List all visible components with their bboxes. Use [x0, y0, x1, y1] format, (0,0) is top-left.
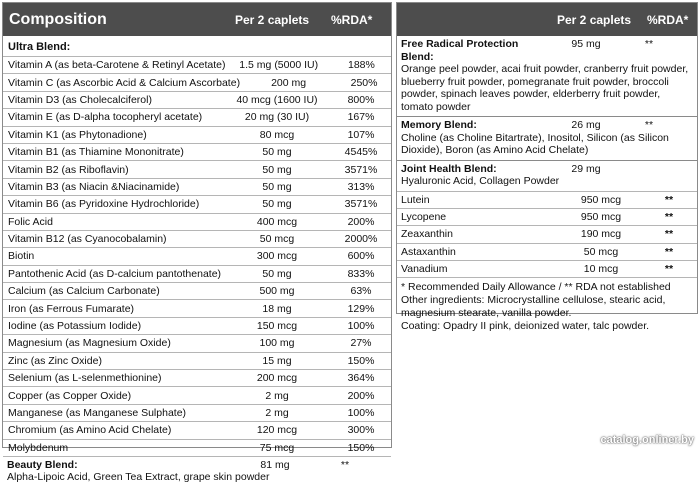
carotenoid-rows [397, 192, 697, 279]
ingredient-amount: 50 mg [262, 146, 292, 159]
ingredient-amount: 50 mg [262, 180, 292, 193]
ingredient-amount: 100 mg [259, 337, 295, 350]
ingredient-rda: ** [664, 263, 674, 276]
table-row [3, 248, 391, 265]
footnotes [397, 278, 697, 335]
beauty-blend-name: Beauty Blend: [7, 458, 78, 471]
other-ingredients: Other ingredients: Microcrystalline cellulose, stearic acid, magnesium stearate, vanilla powder. [401, 294, 666, 319]
rda-footnote: * Recommended Daily Allowance / ** RDA not established [401, 281, 671, 294]
ingredient-amount: 190 mcg [580, 228, 622, 241]
ingredient-name: Folic Acid [8, 215, 53, 228]
memory-name: Memory Blend: [401, 119, 477, 131]
ingredient-rda: 188% [348, 59, 375, 72]
ingredient-name: Vitamin B12 (as Cyanocobalamin) [8, 233, 167, 246]
ingredient-amount: 80 mcg [259, 128, 295, 141]
ingredient-rda: 200% [347, 389, 375, 402]
ingredient-rda: 364% [347, 372, 375, 385]
table-row [3, 92, 391, 109]
memory-head [401, 119, 693, 132]
ingredient-rda: 150% [347, 354, 375, 367]
table-row [397, 226, 697, 243]
free-radical-rda: ** [644, 38, 654, 50]
ingredient-rda: 3571% [344, 163, 378, 176]
free-radical-head [401, 38, 693, 63]
table-row [3, 231, 391, 248]
table-row [3, 422, 391, 439]
table-row [3, 300, 391, 317]
ingredient-name: Vitamin D3 (as Cholecalciferol) [8, 93, 152, 106]
right-per-caplets-header: Per 2 caplets [557, 12, 632, 27]
ingredient-name: Vitamin B1 (as Thiamine Mononitrate) [8, 146, 184, 159]
ingredient-name: Vitamin K1 (as Phytonadione) [8, 128, 147, 141]
composition-panel-right [396, 2, 698, 332]
ingredient-rda: 833% [347, 267, 375, 280]
ultra-blend-rows [3, 57, 391, 457]
beauty-blend-rda: ** [340, 458, 350, 471]
ingredient-name: Molybdenum [8, 441, 69, 454]
ingredient-name: Pantothenic Acid (as D-calcium pantothenate) [8, 267, 222, 280]
composition-header [3, 3, 391, 36]
ingredient-rda: 63% [350, 285, 372, 298]
ingredient-name: Iron (as Ferrous Fumarate) [8, 302, 135, 315]
ingredient-name: Lutein [401, 193, 430, 206]
ingredient-rda: 313% [347, 180, 375, 193]
table-row [3, 335, 391, 352]
ingredient-name: Manganese (as Manganese Sulphate) [8, 407, 187, 419]
ingredient-name: Vitamin B3 (as Niacin &Niacinamide) [8, 180, 180, 193]
memory-desc: Choline (as Choline Bitartrate), Inositol, Silicon (as Silicon Dioxide), Boron (as Amino Acid Chelate) [401, 131, 669, 156]
table-row [397, 209, 697, 226]
ingredient-amount: 1.5 mg (5000 IU) [239, 59, 319, 72]
memory-value: 26 mg [571, 119, 601, 131]
ingredient-name: Vitamin C (as Ascorbic Acid & Calcium Ascorbate) [8, 76, 241, 89]
ingredient-name: Copper (as Copper Oxide) [8, 389, 132, 402]
joint-rda [621, 163, 677, 176]
ingredient-amount: 50 mcg [259, 233, 295, 246]
memory-block [397, 117, 697, 161]
table-row [3, 74, 391, 91]
ingredient-name: Vitamin B6 (as Pyridoxine Hydrochloride) [8, 198, 200, 211]
ingredient-name: Zeaxanthin [401, 228, 453, 241]
ingredient-amount: 950 mcg [580, 211, 622, 224]
table-row [3, 353, 391, 370]
joint-head [401, 163, 693, 176]
table-row [3, 318, 391, 335]
ingredient-rda: 107% [347, 128, 375, 141]
ingredient-name: Zinc (as Zinc Oxide) [8, 354, 102, 367]
free-radical-desc: Orange peel powder, acai fruit powder, cranberry fruit powder, blueberry fruit powder, pomegranate fruit powder, broccoli powder, spinach leaves powder, elderberry fruit powder, tomato powder [401, 63, 689, 113]
ingredient-rda: 4545% [344, 146, 378, 159]
ingredient-rda: 800% [347, 93, 375, 106]
ingredient-name: Chromium (as Amino Acid Chelate) [8, 424, 172, 437]
ingredient-amount: 50 mg [262, 163, 292, 176]
ingredient-name: Biotin [8, 250, 35, 263]
watermark: catalog.onliner.by [600, 434, 694, 446]
memory-rda: ** [644, 119, 654, 131]
table-row [397, 192, 697, 209]
ingredient-name: Vitamin B2 (as Riboflavin) [8, 163, 129, 176]
table-row [3, 370, 391, 387]
beauty-blend-desc: Alpha-Lipoic Acid, Green Tea Extract, grape skin powder [7, 471, 270, 484]
table-row [3, 387, 391, 404]
ingredient-rda: 100% [347, 407, 375, 419]
ingredient-rda: 200% [347, 215, 375, 228]
composition-panel-left [2, 2, 392, 484]
ingredient-rda: 167% [347, 111, 375, 124]
ingredient-amount: 950 mcg [580, 193, 622, 206]
ultra-blend-label: Ultra Blend: [3, 36, 391, 57]
ingredient-rda: ** [664, 228, 674, 241]
free-radical-value: 95 mg [571, 38, 601, 50]
ingredient-amount: 15 mg [262, 354, 292, 367]
table-row [3, 179, 391, 196]
table-row [397, 244, 697, 261]
ingredient-rda: 3571% [344, 198, 378, 211]
right-header [397, 3, 697, 36]
table-row [3, 196, 391, 213]
ingredient-name: Astaxanthin [401, 245, 456, 258]
table-row [3, 214, 391, 231]
joint-name: Joint Health Blend: [401, 162, 497, 175]
ingredient-rda: 300% [347, 424, 375, 437]
ingredient-amount: 120 mcg [256, 424, 298, 437]
table-row [3, 266, 391, 283]
ingredient-name: Iodine (as Potassium Iodide) [8, 320, 142, 333]
ingredient-amount: 500 mg [259, 285, 295, 298]
ingredient-amount: 40 mcg (1600 IU) [236, 93, 318, 106]
table-row [3, 283, 391, 300]
rda-header: %RDA* [331, 12, 373, 27]
ingredient-amount: 400 mcg [256, 215, 298, 228]
ingredient-name: Lycopene [401, 211, 447, 224]
ingredient-name: Vanadium [401, 263, 448, 276]
ingredient-amount: 50 mg [262, 198, 292, 211]
right-rda-header: %RDA* [647, 12, 689, 27]
ingredient-name: Calcium (as Calcium Carbonate) [8, 285, 160, 298]
table-row [3, 144, 391, 161]
ingredient-amount: 200 mg [271, 76, 307, 89]
ingredient-amount: 150 mcg [256, 320, 298, 333]
table-row [3, 161, 391, 178]
ingredient-rda: ** [664, 211, 674, 224]
beauty-blend-value: 81 mg [260, 458, 290, 471]
ingredient-amount: 10 mcg [583, 263, 619, 276]
free-radical-name: Free Radical Protection Blend: [401, 38, 519, 63]
joint-block [397, 161, 697, 192]
table-row [3, 57, 391, 74]
ingredient-amount: 50 mcg [583, 245, 619, 258]
ingredient-rda: 27% [350, 337, 372, 350]
ingredient-rda: 100% [347, 320, 375, 333]
ingredient-amount: 300 mcg [256, 250, 298, 263]
ingredient-amount: 75 mcg [259, 441, 295, 454]
ingredient-rda: 250% [350, 76, 378, 89]
beauty-blend-block [3, 457, 391, 487]
ingredient-rda: ** [664, 193, 674, 206]
ingredient-name: Selenium (as L-selenmethionine) [8, 372, 162, 385]
ingredient-rda: ** [664, 245, 674, 258]
coating-text: Coating: Opadry II pink, deionized water, talc powder. [401, 319, 650, 332]
table-row [3, 440, 391, 457]
beauty-blend-head [7, 459, 387, 472]
ingredient-amount: 2 mg [265, 407, 289, 419]
ingredient-rda: 129% [347, 302, 375, 315]
table-row [3, 109, 391, 126]
table-row [3, 405, 391, 422]
ingredient-name: Magnesium (as Magnesium Oxide) [8, 337, 171, 350]
ingredient-amount: 18 mg [262, 302, 292, 315]
joint-desc: Hyaluronic Acid, Collagen Powder [401, 175, 560, 187]
ingredient-name: Vitamin E (as D-alpha tocopheryl acetate) [8, 111, 203, 124]
ingredient-rda: 150% [347, 441, 375, 454]
table-row [3, 127, 391, 144]
ingredient-amount: 2 mg [265, 389, 289, 402]
ingredient-rda: 600% [347, 250, 375, 263]
ingredient-rda: 2000% [344, 233, 378, 246]
free-radical-block [397, 36, 697, 117]
ingredient-amount: 200 mcg [256, 372, 298, 385]
joint-value: 29 mg [571, 162, 601, 175]
composition-title: Composition [9, 10, 107, 28]
ingredient-name: Vitamin A (as beta-Carotene & Retinyl Acetate) [8, 59, 226, 72]
table-row [397, 261, 697, 278]
per-caplets-header: Per 2 caplets [235, 12, 310, 27]
ingredient-amount: 20 mg (30 IU) [244, 111, 310, 124]
ingredient-amount: 50 mg [262, 267, 292, 280]
